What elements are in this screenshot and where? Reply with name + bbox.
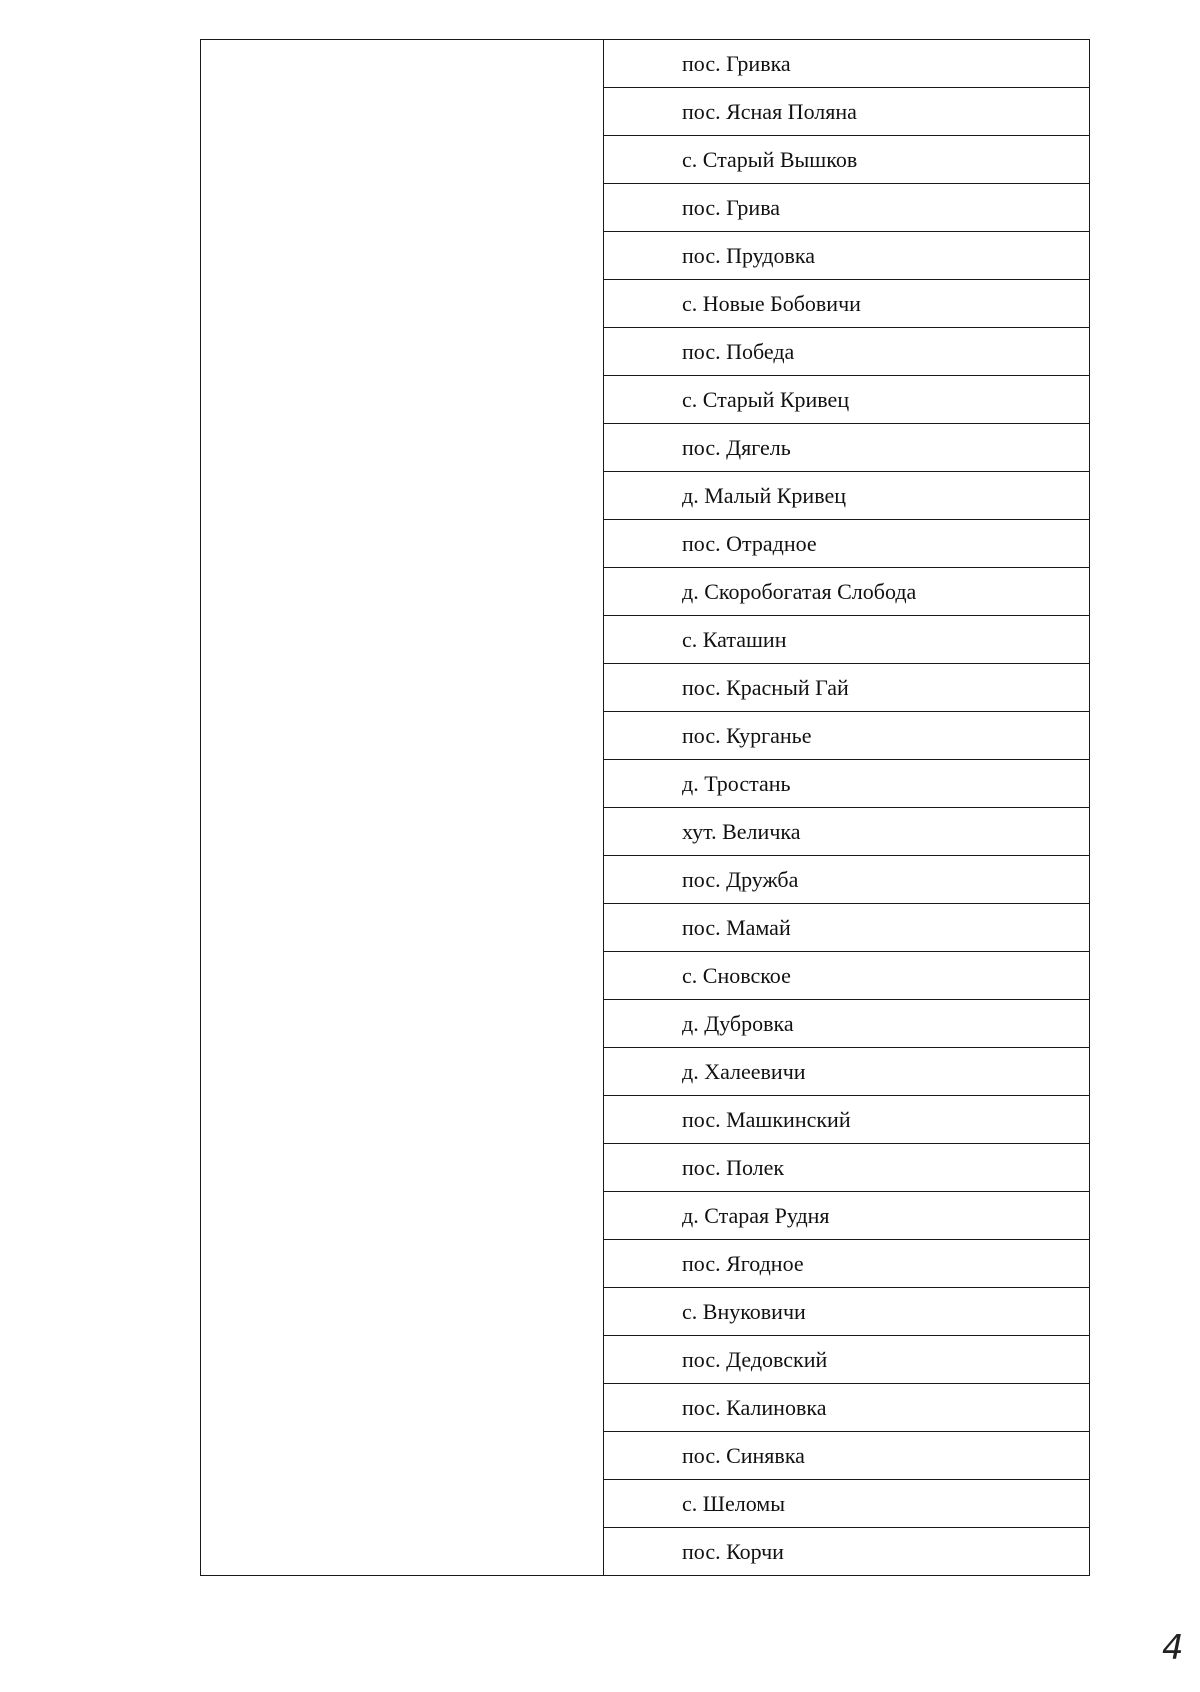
settlement-name-cell: д. Тростань <box>604 760 1090 808</box>
page-number: 4 <box>1162 1628 1184 1668</box>
settlement-name-cell: пос. Ясная Поляна <box>604 88 1090 136</box>
left-empty-column <box>201 40 604 1576</box>
settlement-name-cell: с. Внуковичи <box>604 1288 1090 1336</box>
settlement-name-cell: с. Старый Вышков <box>604 136 1090 184</box>
settlement-name-cell: с. Новые Бобовичи <box>604 280 1090 328</box>
settlement-name-cell: пос. Дружба <box>604 856 1090 904</box>
settlement-name-cell: с. Старый Кривец <box>604 376 1090 424</box>
settlement-name-cell: пос. Полек <box>604 1144 1090 1192</box>
settlement-name-cell: пос. Курганье <box>604 712 1090 760</box>
settlement-name-cell: хут. Величка <box>604 808 1090 856</box>
settlement-name-cell: д. Старая Рудня <box>604 1192 1090 1240</box>
settlement-name-cell: пос. Корчи <box>604 1528 1090 1576</box>
settlement-name-cell: д. Дубровка <box>604 1000 1090 1048</box>
settlement-name-cell: д. Малый Кривец <box>604 472 1090 520</box>
settlement-name-cell: пос. Синявка <box>604 1432 1090 1480</box>
settlements-table-body <box>201 40 1090 1576</box>
table-row <box>201 40 1090 88</box>
settlement-name-cell: пос. Калиновка <box>604 1384 1090 1432</box>
settlement-name-cell: с. Каташин <box>604 616 1090 664</box>
settlement-name-cell: д. Халеевичи <box>604 1048 1090 1096</box>
settlement-name-cell: пос. Дедовский <box>604 1336 1090 1384</box>
settlement-name-cell: пос. Мамай <box>604 904 1090 952</box>
settlement-name-cell: пос. Отрадное <box>604 520 1090 568</box>
settlement-name-cell: пос. Красный Гай <box>604 664 1090 712</box>
settlement-name-cell: пос. Дягель <box>604 424 1090 472</box>
settlement-name-cell: с. Шеломы <box>604 1480 1090 1528</box>
settlement-name-cell: с. Сновское <box>604 952 1090 1000</box>
settlement-name-cell: д. Скоробогатая Слобода <box>604 568 1090 616</box>
settlement-name-cell: пос. Победа <box>604 328 1090 376</box>
settlement-name-cell: пос. Машкинский <box>604 1096 1090 1144</box>
settlement-name-cell: пос. Гривка <box>604 40 1090 88</box>
settlements-table <box>200 39 1090 1576</box>
settlement-name-cell: пос. Грива <box>604 184 1090 232</box>
settlement-name-cell: пос. Ягодное <box>604 1240 1090 1288</box>
settlement-name-cell: пос. Прудовка <box>604 232 1090 280</box>
